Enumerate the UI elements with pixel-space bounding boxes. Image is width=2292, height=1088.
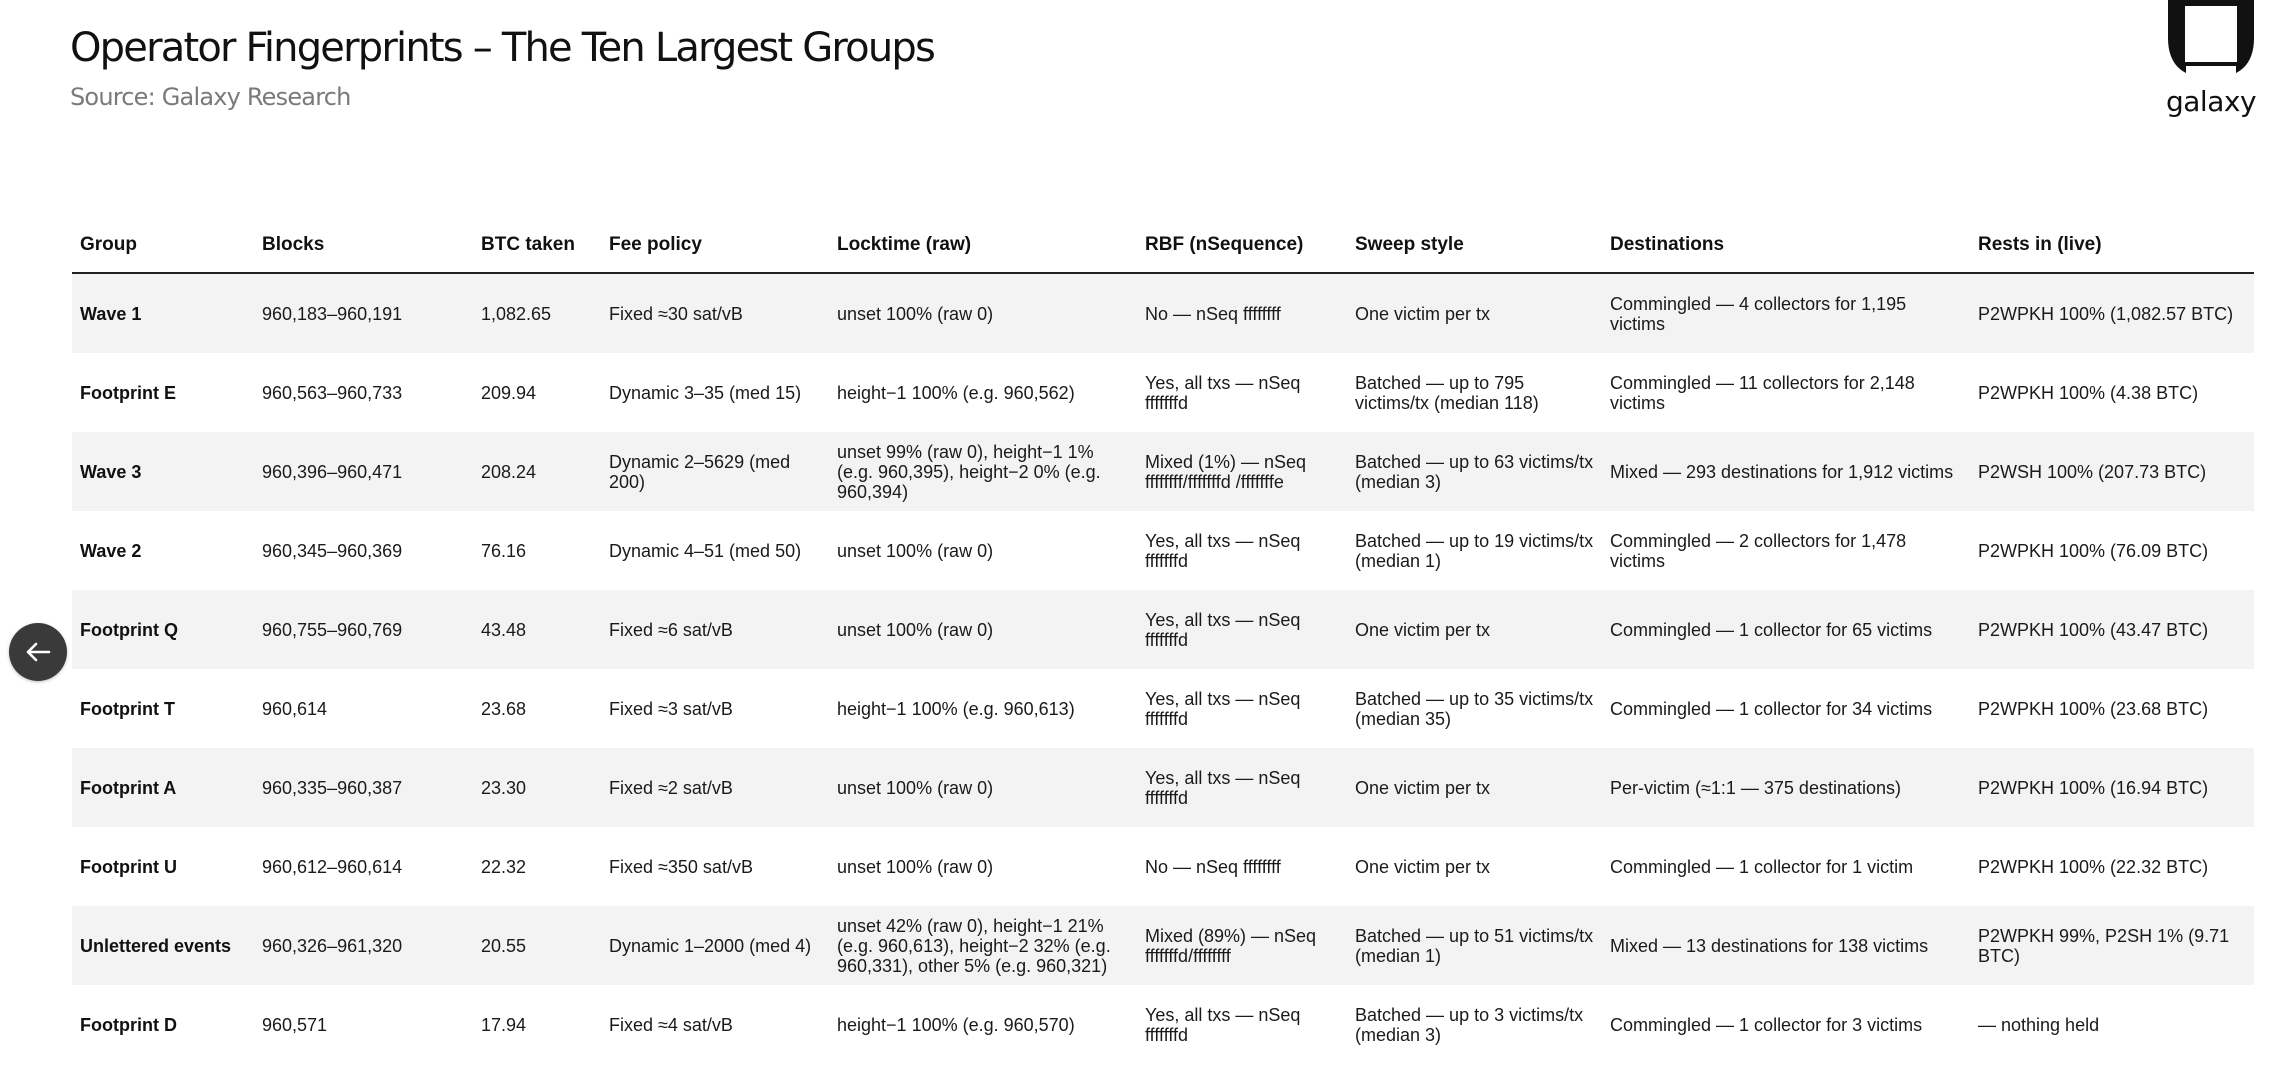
group-cell: Footprint A <box>72 748 254 827</box>
table-cell: 76.16 <box>481 540 527 561</box>
table-cell: Yes, all txs — nSeq fffffffd <box>1145 530 1301 571</box>
table-cell: P2WPKH 99%, P2SH 1% (9.71 BTC) <box>1970 906 2254 985</box>
table-cell: P2WPKH 100% (1,082.57 BTC) <box>1970 273 2254 353</box>
arrow-left-icon <box>25 641 51 663</box>
table-cell: 960,183–960,191 <box>254 273 473 353</box>
table-cell: P2WPKH 100% (22.32 BTC) <box>1978 856 2209 877</box>
column-header: Destinations <box>1602 218 1970 273</box>
table-cell: 17.94 <box>481 1014 527 1035</box>
back-button[interactable] <box>9 623 67 681</box>
table-row <box>72 273 2254 353</box>
table-row <box>72 590 2254 669</box>
table-cell: Fixed ≈2 sat/vB <box>601 748 829 827</box>
table-cell: Mixed (1%) — nSeq ffffffff/fffffffd /fffffffe <box>1137 432 1347 511</box>
logo-text: galaxy <box>2166 85 2257 118</box>
table-cell: — nothing held <box>1978 1014 2100 1035</box>
table-cell: 960,335–960,387 <box>254 748 473 827</box>
table-cell: Batched — up to 63 victims/tx (median 3) <box>1347 432 1602 511</box>
table-cell: Batched — up to 19 victims/tx (median 1) <box>1355 530 1594 571</box>
table-cell: Fixed ≈6 sat/vB <box>601 590 829 669</box>
fingerprints-table <box>72 218 2254 1064</box>
fingerprints-table-container <box>72 218 2254 1064</box>
table-row <box>72 432 2254 511</box>
table-cell: One victim per tx <box>1355 856 1491 877</box>
table-cell: 208.24 <box>473 432 601 511</box>
table-cell: One victim per tx <box>1347 748 1602 827</box>
table-row <box>72 353 2254 432</box>
table-cell: Yes, all txs — nSeq fffffffd <box>1145 372 1301 413</box>
table-cell: height−1 100% (e.g. 960,613) <box>837 698 1075 719</box>
table-cell: 960,614 <box>262 698 328 719</box>
table-cell: 23.30 <box>473 748 601 827</box>
table-cell: P2WPKH 100% (16.94 BTC) <box>1970 748 2254 827</box>
table-cell: 960,755–960,769 <box>254 590 473 669</box>
table-cell: 960,326–961,320 <box>254 906 473 985</box>
table-cell: unset 42% (raw 0), height−1 21% (e.g. 960,613), height−2 32% (e.g. 960,331), other 5% (e.g. 960,321) <box>829 906 1137 985</box>
table-cell: Dynamic 2–5629 (med 200) <box>601 432 829 511</box>
group-cell: Wave 3 <box>72 432 254 511</box>
column-header: BTC taken <box>473 218 601 273</box>
table-cell: Mixed — 293 destinations for 1,912 victims <box>1602 432 1970 511</box>
table-cell: Yes, all txs — nSeq fffffffd <box>1145 1004 1301 1045</box>
table-cell: height−1 100% (e.g. 960,570) <box>837 1014 1075 1035</box>
table-cell: 960,396–960,471 <box>254 432 473 511</box>
column-header: Locktime (raw) <box>829 218 1137 273</box>
group-cell: Unlettered events <box>72 906 254 985</box>
table-cell: Yes, all txs — nSeq fffffffd <box>1137 590 1347 669</box>
table-cell: Commingled — 1 collector for 65 victims <box>1602 590 1970 669</box>
group-cell: Footprint D <box>80 1014 177 1035</box>
table-row <box>72 669 2254 748</box>
table-cell: Fixed ≈30 sat/vB <box>601 273 829 353</box>
galaxy-logo <box>2166 0 2256 118</box>
table-row <box>72 906 2254 985</box>
table-cell: One victim per tx <box>1347 590 1602 669</box>
table-cell: Mixed — 13 destinations for 138 victims <box>1602 906 1970 985</box>
table-cell: Mixed (89%) — nSeq fffffffd/ffffffff <box>1137 906 1347 985</box>
table-cell: 23.68 <box>481 698 527 719</box>
table-cell: unset 100% (raw 0) <box>829 590 1137 669</box>
table-cell: P2WPKH 100% (4.38 BTC) <box>1978 382 2199 403</box>
group-cell: Footprint T <box>80 698 175 719</box>
table-cell: Yes, all txs — nSeq fffffffd <box>1137 748 1347 827</box>
table-cell: 22.32 <box>481 856 527 877</box>
table-cell: Commingled — 4 collectors for 1,195 victims <box>1602 273 1970 353</box>
group-cell: Footprint Q <box>72 590 254 669</box>
table-cell: No — nSeq ffffffff <box>1137 273 1347 353</box>
table-cell: Batched — up to 51 victims/tx (median 1) <box>1347 906 1602 985</box>
table-cell: 960,563–960,733 <box>262 382 403 403</box>
page-header <box>70 20 934 112</box>
table-cell: P2WSH 100% (207.73 BTC) <box>1970 432 2254 511</box>
table-cell: Batched — up to 795 victims/tx (median 118) <box>1355 372 1539 413</box>
table-cell: P2WPKH 100% (43.47 BTC) <box>1970 590 2254 669</box>
table-cell: 209.94 <box>481 382 537 403</box>
group-cell: Wave 1 <box>72 273 254 353</box>
table-header-row <box>72 218 2254 273</box>
table-cell: 960,612–960,614 <box>262 856 403 877</box>
column-header: Blocks <box>254 218 473 273</box>
table-cell: Dynamic 3–35 (med 15) <box>609 382 802 403</box>
table-cell: Commingled — 11 collectors for 2,148 victims <box>1610 372 1915 413</box>
group-cell: Footprint E <box>80 382 176 403</box>
page-title: Operator Fingerprints – The Ten Largest Groups <box>70 25 935 71</box>
table-cell: Dynamic 1–2000 (med 4) <box>601 906 829 985</box>
table-cell: Commingled — 1 collector for 3 victims <box>1610 1014 1923 1035</box>
group-cell: Wave 2 <box>80 540 142 561</box>
table-cell: unset 99% (raw 0), height−1 1% (e.g. 960,395), height−2 0% (e.g. 960,394) <box>829 432 1137 511</box>
table-cell: Commingled — 1 collector for 34 victims <box>1610 698 1933 719</box>
table-cell: Dynamic 4–51 (med 50) <box>609 540 802 561</box>
galaxy-logo-icon <box>2168 0 2254 78</box>
table-cell: 43.48 <box>473 590 601 669</box>
table-cell: Commingled — 2 collectors for 1,478 victims <box>1610 530 1907 571</box>
table-row <box>72 511 2254 590</box>
table-cell: unset 100% (raw 0) <box>837 540 994 561</box>
table-cell: Batched — up to 35 victims/tx (median 35) <box>1355 688 1594 729</box>
table-cell: unset 100% (raw 0) <box>829 748 1137 827</box>
table-cell: unset 100% (raw 0) <box>837 856 994 877</box>
table-cell: P2WPKH 100% (76.09 BTC) <box>1978 540 2209 561</box>
table-cell: unset 100% (raw 0) <box>829 273 1137 353</box>
table-cell: 20.55 <box>473 906 601 985</box>
table-cell: 960,571 <box>262 1014 328 1035</box>
page-subtitle: Source: Galaxy Research <box>70 83 351 111</box>
column-header: Fee policy <box>601 218 829 273</box>
table-cell: Per-victim (≈1:1 — 375 destinations) <box>1602 748 1970 827</box>
table-cell: P2WPKH 100% (23.68 BTC) <box>1978 698 2209 719</box>
column-header: Sweep style <box>1347 218 1602 273</box>
table-row <box>72 827 2254 906</box>
table-cell: Fixed ≈4 sat/vB <box>609 1014 733 1035</box>
table-cell: height−1 100% (e.g. 960,562) <box>837 382 1075 403</box>
table-cell: One victim per tx <box>1347 273 1602 353</box>
table-cell: Fixed ≈350 sat/vB <box>609 856 753 877</box>
table-cell: Yes, all txs — nSeq fffffffd <box>1145 688 1301 729</box>
table-cell: No — nSeq ffffffff <box>1145 856 1281 877</box>
table-cell: Fixed ≈3 sat/vB <box>609 698 733 719</box>
table-row <box>72 748 2254 827</box>
table-body <box>72 273 2254 1064</box>
table-row <box>72 985 2254 1064</box>
table-cell: Batched — up to 3 victims/tx (median 3) <box>1355 1004 1584 1045</box>
column-header: RBF (nSequence) <box>1137 218 1347 273</box>
group-cell: Footprint U <box>80 856 177 877</box>
column-header: Group <box>72 218 254 273</box>
table-cell: Commingled — 1 collector for 1 victim <box>1610 856 1914 877</box>
table-cell: 960,345–960,369 <box>262 540 403 561</box>
column-header: Rests in (live) <box>1970 218 2254 273</box>
table-cell: 1,082.65 <box>473 273 601 353</box>
